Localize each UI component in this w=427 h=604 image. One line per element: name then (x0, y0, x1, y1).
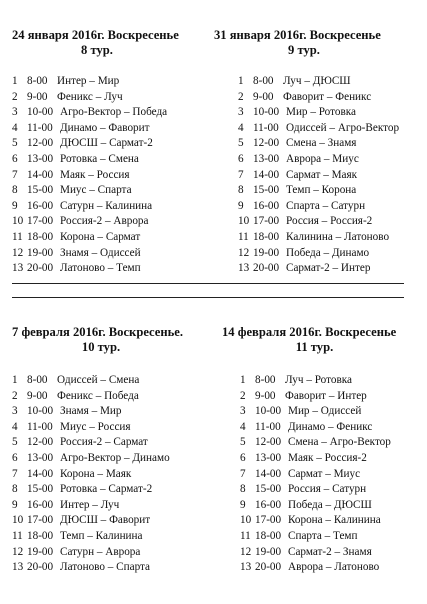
game-row (238, 105, 414, 121)
game-row (12, 261, 212, 277)
game-time: 19-00 (27, 545, 54, 558)
game-time: 18-00 (27, 529, 54, 542)
game-number: 4 (238, 121, 244, 134)
game-time: 11-00 (27, 420, 53, 433)
game-row (12, 498, 212, 514)
round-tour: 8 тур. (81, 43, 113, 57)
game-teams: Спарта – Сатурн (286, 199, 366, 212)
round-date: 31 января 2016г. Воскресенье (214, 28, 381, 42)
game-row (238, 168, 414, 184)
game-row (238, 121, 414, 137)
game-time: 20-00 (27, 561, 54, 574)
game-row (240, 513, 422, 529)
game-teams: Мир – Одиссей (288, 405, 362, 418)
game-row (240, 373, 422, 389)
game-teams: Сатурн – Калинина (60, 199, 153, 212)
game-number: 9 (240, 498, 246, 511)
game-time: 11-00 (255, 420, 281, 433)
game-teams: Россия-2 – Сармат (60, 436, 148, 449)
game-time: 8-00 (27, 75, 48, 87)
game-number: 3 (12, 405, 18, 418)
game-row (238, 199, 414, 215)
game-row (238, 74, 414, 90)
game-time: 15-00 (27, 184, 54, 197)
game-number: 2 (238, 90, 244, 103)
game-row (12, 214, 212, 230)
game-time: 15-00 (253, 184, 280, 197)
game-number: 11 (12, 230, 23, 243)
game-number: 5 (240, 436, 246, 449)
game-teams: Сармат – Миус (288, 467, 361, 480)
game-teams: Аврора – Латоново (288, 561, 380, 574)
game-time: 10-00 (27, 106, 54, 119)
game-number: 7 (238, 168, 244, 181)
game-number: 1 (12, 374, 18, 386)
game-row (12, 199, 212, 215)
game-teams: Победа – Динамо (286, 246, 370, 259)
game-time: 11-00 (253, 121, 279, 134)
game-number: 10 (238, 215, 250, 228)
game-number: 9 (12, 199, 18, 212)
game-number: 2 (12, 389, 18, 402)
game-row (240, 482, 422, 498)
game-time: 12-00 (27, 436, 54, 449)
game-row (238, 246, 414, 262)
game-teams: Смена – Знамя (286, 137, 357, 150)
game-row (238, 230, 414, 246)
game-time: 9-00 (27, 389, 48, 402)
game-teams: Сармат – Маяк (286, 168, 358, 181)
game-time: 18-00 (27, 230, 54, 243)
games-list (12, 373, 212, 576)
game-row (12, 482, 212, 498)
game-number: 1 (12, 75, 18, 87)
game-teams: Знамя – Одиссей (60, 246, 141, 259)
divider-line (12, 297, 404, 298)
game-number: 5 (12, 137, 18, 150)
game-time: 8-00 (255, 374, 276, 386)
game-time: 12-00 (27, 137, 54, 150)
game-time: 16-00 (27, 498, 54, 511)
game-time: 13-00 (27, 451, 54, 464)
game-number: 12 (240, 545, 252, 558)
game-time: 20-00 (255, 561, 282, 574)
game-time: 12-00 (253, 137, 280, 150)
game-teams: Латоново – Темп (60, 262, 141, 275)
game-teams: ДЮСШ – Фаворит (60, 514, 151, 527)
game-number: 7 (240, 467, 246, 480)
game-time: 20-00 (253, 262, 280, 275)
game-time: 17-00 (255, 514, 282, 527)
game-row (240, 529, 422, 545)
game-teams: Корона – Сармат (60, 230, 141, 243)
game-teams: Сатурн – Аврора (60, 545, 141, 558)
game-row (12, 230, 212, 246)
game-teams: Корона – Калинина (288, 514, 381, 527)
game-time: 17-00 (27, 514, 54, 527)
game-teams: Одиссей – Агро-Вектор (286, 121, 400, 134)
game-time: 14-00 (255, 467, 282, 480)
game-number: 1 (238, 75, 244, 87)
game-time: 13-00 (255, 451, 282, 464)
game-time: 17-00 (27, 215, 54, 228)
game-teams: Аврора – Миус (286, 152, 359, 165)
game-teams: Победа – ДЮСШ (288, 498, 372, 511)
game-teams: Фаворит – Феникс (283, 90, 372, 103)
game-teams: Темп – Калинина (60, 529, 143, 542)
game-number: 8 (238, 184, 244, 197)
round-block-9 (214, 28, 414, 277)
game-time: 12-00 (255, 436, 282, 449)
game-time: 10-00 (255, 405, 282, 418)
game-number: 9 (12, 498, 18, 511)
game-number: 11 (238, 230, 249, 243)
game-teams: Корона – Маяк (60, 467, 132, 480)
game-teams: Калинина – Латоново (286, 230, 390, 243)
game-number: 6 (238, 152, 244, 165)
game-number: 4 (12, 121, 18, 134)
game-teams: Ротовка – Сармат-2 (60, 483, 153, 496)
game-number: 4 (12, 420, 18, 433)
game-teams: Сармат-2 – Интер (286, 262, 371, 275)
game-time: 9-00 (255, 389, 276, 402)
game-teams: Фаворит – Интер (285, 389, 367, 402)
game-row (12, 152, 212, 168)
game-time: 8-00 (27, 374, 48, 386)
game-number: 7 (12, 467, 18, 480)
game-number: 10 (12, 215, 24, 228)
game-number: 1 (240, 374, 246, 386)
game-row (12, 168, 212, 184)
game-teams: Миус – Спарта (60, 184, 132, 197)
game-row (238, 136, 414, 152)
game-row (238, 90, 414, 106)
game-row (240, 560, 422, 576)
game-number: 8 (12, 483, 18, 496)
game-time: 8-00 (253, 75, 274, 87)
game-number: 12 (12, 246, 24, 259)
game-number: 10 (240, 514, 252, 527)
game-row (12, 121, 212, 137)
game-row (12, 404, 212, 420)
game-teams: Латоново – Спарта (60, 561, 151, 574)
game-time: 11-00 (27, 121, 53, 134)
game-row (12, 74, 212, 90)
game-teams: Маяк – Россия-2 (288, 451, 367, 464)
game-time: 15-00 (27, 483, 54, 496)
game-row (240, 435, 422, 451)
game-time: 20-00 (27, 262, 54, 275)
game-teams: Сармат-2 – Знамя (288, 545, 372, 558)
game-row (12, 246, 212, 262)
game-number: 5 (238, 137, 244, 150)
game-teams: Луч – Ротовка (285, 374, 352, 386)
game-teams: Ротовка – Смена (60, 152, 139, 165)
game-row (238, 261, 414, 277)
game-number: 4 (240, 420, 246, 433)
game-row (240, 498, 422, 514)
game-teams: Миус – Россия (60, 420, 131, 433)
game-time: 17-00 (253, 215, 280, 228)
game-time: 9-00 (27, 90, 48, 103)
game-number: 7 (12, 168, 18, 181)
game-teams: Россия – Россия-2 (286, 215, 373, 228)
game-teams: Агро-Вектор – Победа (60, 106, 168, 119)
round-block-8 (12, 28, 212, 277)
game-row (12, 451, 212, 467)
game-row (238, 152, 414, 168)
game-number: 5 (12, 436, 18, 449)
game-number: 13 (12, 561, 24, 574)
round-block-11 (222, 325, 422, 576)
game-row (240, 451, 422, 467)
game-teams: Одиссей – Смена (57, 374, 140, 386)
game-row (240, 420, 422, 436)
game-time: 14-00 (253, 168, 280, 181)
game-row (12, 105, 212, 121)
game-number: 3 (240, 405, 246, 418)
game-teams: Агро-Вектор – Динамо (60, 451, 170, 464)
game-teams: Знамя – Мир (60, 405, 122, 418)
game-row (240, 545, 422, 561)
game-number: 2 (240, 389, 246, 402)
round-block-10 (12, 325, 212, 576)
game-teams: Маяк – Россия (60, 168, 130, 181)
game-row (238, 214, 414, 230)
round-tour: 11 тур. (295, 340, 334, 354)
game-time: 19-00 (255, 545, 282, 558)
game-row (12, 529, 212, 545)
game-number: 11 (12, 529, 23, 542)
round-date: 24 января 2016г. Воскресенье (12, 28, 179, 42)
game-number: 13 (12, 262, 24, 275)
round-tour: 9 тур. (288, 43, 320, 57)
game-number: 8 (12, 184, 18, 197)
game-number: 12 (238, 246, 250, 259)
game-number: 6 (12, 152, 18, 165)
game-row (12, 389, 212, 405)
game-time: 15-00 (255, 483, 282, 496)
game-row (240, 404, 422, 420)
game-time: 16-00 (27, 199, 54, 212)
game-time: 16-00 (253, 199, 280, 212)
game-time: 9-00 (253, 90, 274, 103)
game-time: 16-00 (255, 498, 282, 511)
game-number: 6 (12, 451, 18, 464)
game-time: 13-00 (27, 152, 54, 165)
game-number: 13 (240, 561, 252, 574)
game-number: 8 (240, 483, 246, 496)
game-number: 3 (238, 106, 244, 119)
games-list (240, 373, 422, 576)
game-number: 2 (12, 90, 18, 103)
game-number: 11 (240, 529, 251, 542)
game-teams: Смена – Агро-Вектор (288, 436, 391, 449)
game-number: 9 (238, 199, 244, 212)
game-teams: ДЮСШ – Сармат-2 (60, 137, 153, 150)
game-teams: Феникс – Победа (57, 389, 139, 402)
game-row (240, 467, 422, 483)
game-row (12, 560, 212, 576)
round-date: 14 февраля 2016г. Воскресенье (222, 325, 397, 339)
game-time: 19-00 (27, 246, 54, 259)
game-teams: Спарта – Темп (288, 529, 358, 542)
game-time: 14-00 (27, 467, 54, 480)
game-teams: Динамо – Феникс (288, 420, 373, 433)
game-time: 13-00 (253, 152, 280, 165)
game-teams: Темп – Корона (286, 184, 357, 197)
game-teams: Мир – Ротовка (286, 106, 356, 119)
games-list (12, 74, 212, 277)
game-number: 6 (240, 451, 246, 464)
game-row (12, 90, 212, 106)
game-time: 10-00 (253, 106, 280, 119)
divider-line (12, 283, 404, 284)
game-teams: Интер – Луч (60, 498, 120, 511)
game-time: 14-00 (27, 168, 54, 181)
games-list (238, 74, 414, 277)
game-row (12, 420, 212, 436)
game-time: 19-00 (253, 246, 280, 259)
game-time: 18-00 (255, 529, 282, 542)
game-row (12, 136, 212, 152)
round-tour: 10 тур. (81, 340, 121, 354)
game-row (12, 513, 212, 529)
game-row (12, 373, 212, 389)
game-teams: Динамо – Фаворит (60, 121, 150, 134)
game-teams: Луч – ДЮСШ (283, 75, 351, 87)
game-number: 13 (238, 262, 250, 275)
game-row (12, 467, 212, 483)
game-number: 10 (12, 514, 24, 527)
game-time: 10-00 (27, 405, 54, 418)
game-row (240, 389, 422, 405)
game-number: 12 (12, 545, 24, 558)
game-teams: Россия – Сатурн (288, 483, 367, 496)
game-row (12, 183, 212, 199)
game-teams: Феникс – Луч (57, 90, 123, 103)
game-number: 3 (12, 106, 18, 119)
game-teams: Интер – Мир (57, 75, 120, 87)
game-time: 18-00 (253, 230, 280, 243)
game-teams: Россия-2 – Аврора (60, 215, 149, 228)
round-date: 7 февраля 2016г. Воскресенье. (12, 325, 184, 339)
game-row (12, 545, 212, 561)
game-row (238, 183, 414, 199)
game-row (12, 435, 212, 451)
